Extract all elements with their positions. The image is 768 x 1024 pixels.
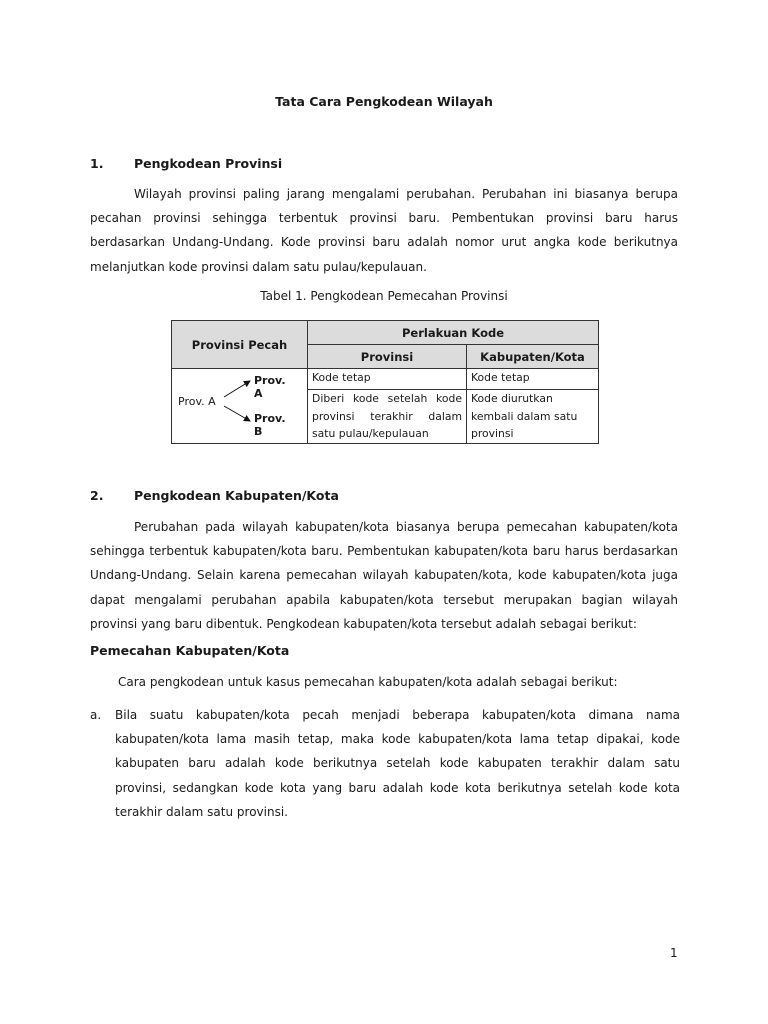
section-2-heading: Pengkodean Kabupaten/Kota <box>134 488 339 503</box>
document-title: Tata Cara Pengkodean Wilayah <box>275 94 493 109</box>
list-item-text: Bila suatu kabupaten/kota pecah menjadi beberapa kabupaten/kota dimana nama kabupaten/kota lama masih tetap, maka kode kabupaten/kota lama tetap dipakai, kode kabupaten baru adalah kode berikutnya setelah kode kabupaten terakhir dalam satu provinsi, sedangkan kode kota yang baru adalah kode kota berikutnya setelah kode kota terakhir dalam satu provinsi. <box>115 708 680 819</box>
table-header-perlakuan-kode: Perlakuan Kode <box>308 321 599 345</box>
list-item <box>90 703 680 824</box>
row2-provinsi-cell: Diberi kode setelah kode provinsi terakhir dalam satu pulau/kepulauan <box>308 390 467 444</box>
row2-kabupaten-cell: Kode diurutkan kembali dalam satu provinsi <box>467 390 599 444</box>
province-split-table <box>171 320 599 444</box>
arrow-to-prov-a-icon <box>224 381 250 397</box>
table-caption: Tabel 1. Pengkodean Pemecahan Provinsi <box>260 289 508 303</box>
section-1-paragraph-text: Wilayah provinsi paling jarang mengalami perubahan. Perubahan ini biasanya berupa pecahan provinsi sehingga terbentuk provinsi baru. Pembentukan provinsi baru harus berdasarkan Undang-Undang. Kode provinsi baru adalah nomor urut angka kode berikutnya melanjutkan kode provinsi dalam satu pulau/kepulauan. <box>90 187 678 274</box>
diagram-target-b-label: Prov. B <box>254 412 286 438</box>
subheading-pemecahan: Pemecahan Kabupaten/Kota <box>90 643 290 658</box>
split-arrows <box>172 369 296 443</box>
split-diagram <box>172 369 296 443</box>
row1-provinsi-cell: Kode tetap <box>308 369 467 390</box>
diagram-target-a-label: Prov. A <box>254 374 286 400</box>
table-header-provinsi-pecah: Provinsi Pecah <box>172 321 308 369</box>
section-2-paragraph <box>90 515 678 636</box>
list-intro: Cara pengkodean untuk kasus pemecahan kabupaten/kota adalah sebagai berikut: <box>118 675 618 689</box>
split-diagram-cell <box>172 369 308 444</box>
section-1-heading: Pengkodean Provinsi <box>134 156 283 171</box>
page-number: 1 <box>670 946 678 960</box>
table-header-provinsi: Provinsi <box>308 345 467 369</box>
row1-kabupaten-cell: Kode tetap <box>467 369 599 390</box>
section-2-paragraph-text: Perubahan pada wilayah kabupaten/kota biasanya berupa pemecahan kabupaten/kota sehingga terbentuk kabupaten/kota baru. Pembentukan kabupaten/kota baru harus berdasarkan Undang-Undang. Selain karena pemecahan wilayah kabupaten/kota, kode kabupaten/kota juga dapat mengalami perubahan apabila kabupaten/kota tersebut merupakan bagian wilayah provinsi yang baru dibentuk. Pengkodean kabupaten/kota tersebut adalah sebagai berikut: <box>90 520 678 631</box>
section-1-paragraph <box>90 182 678 279</box>
section-1-number: 1. <box>90 156 104 171</box>
section-2-number: 2. <box>90 488 104 503</box>
arrow-to-prov-b-icon <box>224 406 250 421</box>
list-item-marker: a. <box>90 708 102 722</box>
diagram-source-label: Prov. A <box>178 395 216 408</box>
table-header-kabupaten-kota: Kabupaten/Kota <box>467 345 599 369</box>
